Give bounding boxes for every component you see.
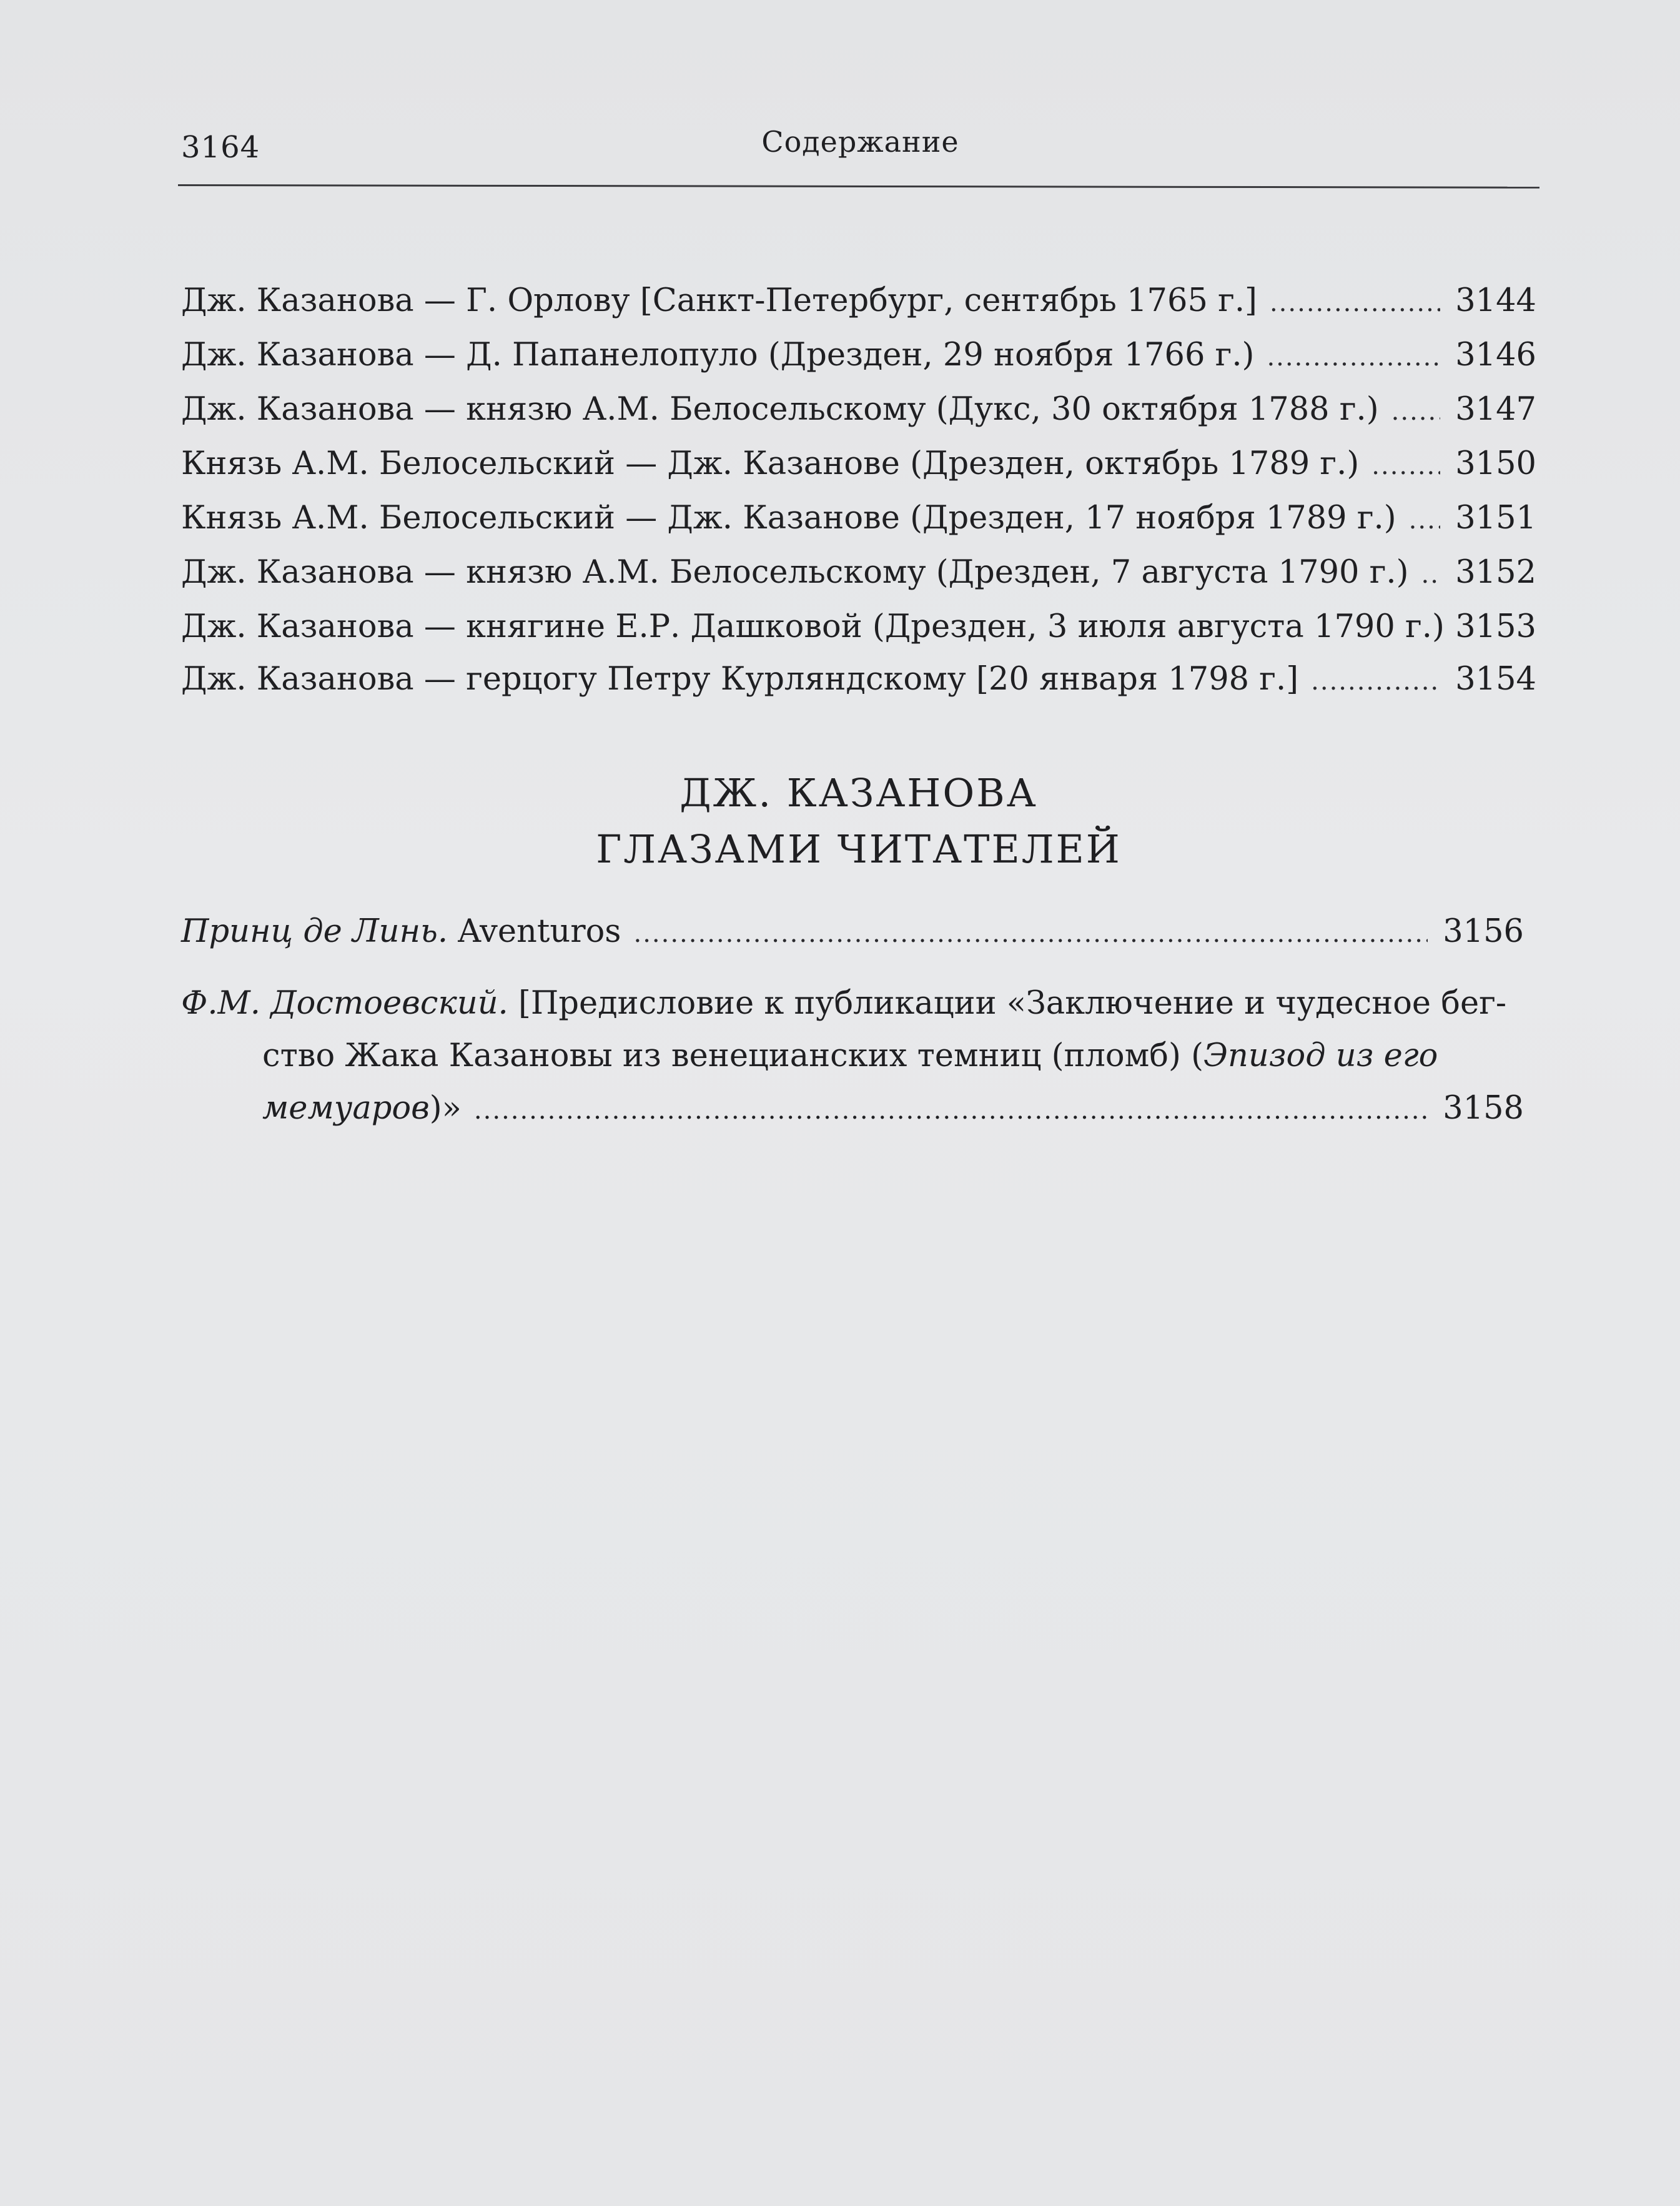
toc-letters-list bbox=[181, 275, 1536, 708]
toc-entry-page: 3146 bbox=[1455, 337, 1536, 373]
section-heading-line1: ДЖ. КАЗАНОВА bbox=[679, 770, 1038, 816]
toc-entry-page: 3150 bbox=[1455, 445, 1536, 482]
toc-entry bbox=[181, 906, 1524, 960]
toc-readers-list bbox=[181, 906, 1524, 1137]
toc-entry bbox=[181, 275, 1536, 329]
toc-entry-page: 3158 bbox=[1443, 1090, 1524, 1127]
toc-entry bbox=[181, 547, 1536, 601]
toc-entry bbox=[181, 438, 1536, 492]
toc-entry-page: 3151 bbox=[1455, 500, 1536, 537]
toc-entry-page: 3154 bbox=[1455, 661, 1536, 698]
toc-entry-multiline bbox=[181, 977, 1524, 1137]
toc-entry-page: 3152 bbox=[1455, 554, 1536, 591]
toc-entry-text bbox=[262, 1082, 462, 1135]
toc-entry-author: Ф.М. Достоевский. bbox=[181, 985, 508, 1022]
toc-entry-line bbox=[181, 1030, 1524, 1082]
toc-entry bbox=[181, 492, 1536, 547]
toc-entry-text-italic: Эпизод из его bbox=[1203, 1037, 1438, 1074]
leader-dots bbox=[1409, 494, 1441, 547]
leader-dots bbox=[474, 1084, 1428, 1137]
toc-entry-title: Дж. Казанова — Д. Папанелопуло (Дрезден, 29 ноября 1766 г.) bbox=[181, 337, 1255, 373]
toc-entry-title: Дж. Казанова — князю А.М. Белосельскому (Дукс, 30 октября 1788 г.) bbox=[181, 391, 1379, 428]
leader-dots bbox=[633, 908, 1428, 960]
toc-entry-page: 3156 bbox=[1443, 913, 1524, 950]
toc-entry-title: Князь А.М. Белосельский — Дж. Казанове (Дрезден, 17 ноября 1789 г.) bbox=[181, 500, 1396, 537]
toc-entry bbox=[181, 601, 1536, 653]
leader-dots bbox=[1311, 655, 1440, 708]
leader-dots bbox=[1371, 440, 1440, 492]
toc-entry-title: Дж. Казанова — Г. Орлову [Санкт-Петербург, сентябрь 1765 г.] bbox=[181, 282, 1257, 319]
toc-entry-page: 3147 bbox=[1455, 391, 1536, 428]
toc-entry-title: Дж. Казанова — князю А.М. Белосельскому (Дрезден, 7 августа 1790 г.) bbox=[181, 554, 1409, 591]
toc-entry-page: 3144 bbox=[1455, 282, 1536, 319]
toc-entry bbox=[181, 653, 1536, 708]
leader-dots bbox=[1270, 277, 1440, 329]
toc-entry-line bbox=[181, 1082, 1524, 1137]
section-heading-line2: ГЛАЗАМИ ЧИТАТЕЛЕЙ bbox=[596, 826, 1122, 872]
toc-entry-title: Дж. Казанова — герцогу Петру Курляндскому [20 января 1798 г.] bbox=[181, 661, 1299, 698]
leader-dots bbox=[1267, 331, 1440, 383]
toc-entry-page: 3153 bbox=[1455, 608, 1536, 645]
toc-entry-title: Дж. Казанова — княгине Е.Р. Дашковой (Дрезден, 3 июля августа 1790 г.) bbox=[181, 608, 1445, 645]
toc-entry-work: Aventuros bbox=[458, 913, 621, 950]
toc-entry-author: Принц де Линь. bbox=[181, 913, 448, 950]
toc-entry-text: ство Жака Казановы из венецианских темниц (пломб) ( bbox=[262, 1037, 1204, 1074]
toc-entry-title: Князь А.М. Белосельский — Дж. Казанове (Дрезден, октябрь 1789 г.) bbox=[181, 445, 1360, 482]
leader-dots bbox=[1391, 385, 1441, 438]
toc-entry-text: [Предисловие к публикации «Заключение и чудесное бег- bbox=[518, 985, 1507, 1022]
section-heading bbox=[181, 765, 1536, 878]
running-title: Содержание bbox=[761, 125, 959, 159]
toc-entry bbox=[181, 383, 1536, 438]
toc-entry-text-italic: мемуаров bbox=[262, 1090, 430, 1127]
toc-entry bbox=[181, 329, 1536, 383]
toc-entry-title bbox=[181, 906, 621, 958]
page-header bbox=[181, 125, 1539, 194]
page-number: 3164 bbox=[181, 130, 260, 165]
leader-dots bbox=[1421, 548, 1441, 601]
toc-entry-line bbox=[181, 977, 1524, 1030]
toc-entry-text: )» bbox=[429, 1090, 462, 1127]
